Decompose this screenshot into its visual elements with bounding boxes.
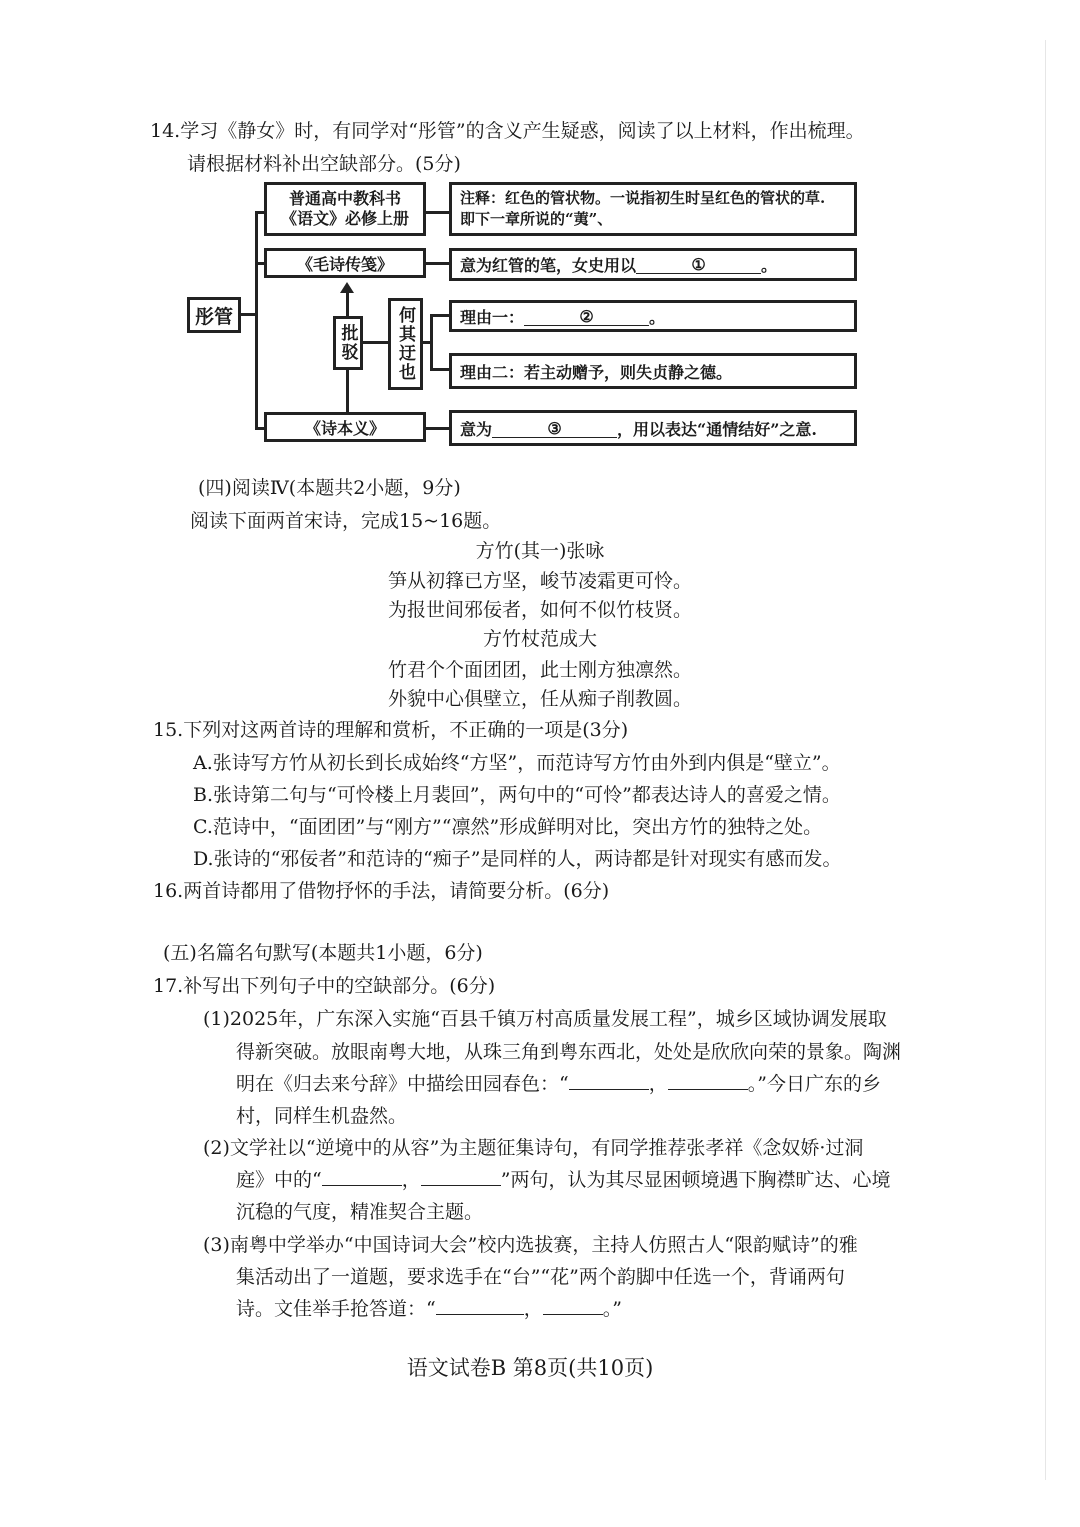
q14-line1: 14.学习《静女》时，有同学对“彤管”的含义产生疑惑，阅读了以上材料，作出梳理。 [150,120,865,142]
q15-option-d[interactable]: D.张诗的“邪佞者”和范诗的“痴子”是同样的人，两诗都是针对现实有感而发。 [193,848,842,870]
q17-p1-line3-c: 。”今日广东的乡 [747,1073,881,1095]
shibenyi-box: 《诗本义》 [264,412,426,442]
blank-3[interactable]: ③ [492,419,617,438]
q17-p3-line3-a: 诗。文佳举手抢答道：“ [236,1298,436,1320]
reason-fork-line [430,314,433,370]
benyi-desc-a: 意为 [460,419,493,439]
note-line2: 即下一章所说的“荑”、 [460,210,613,228]
poem2-title: 方竹杖范成大 [482,628,597,650]
q15-option-c[interactable]: C.范诗中，“面团团”与“刚方”“凛然”形成鲜明对比，突出方竹的独特之处。 [193,816,823,838]
arrow-shaft-top [346,290,349,317]
q17-p2-line2 [236,1167,890,1193]
q17-p2-line2-a: 庭》中的“ [236,1169,322,1191]
benyi-desc-b: ，用以表达“通情结好”之意. [617,419,817,439]
page-edge-line [1045,40,1046,1480]
q17-p3-line3-c: 。” [602,1298,622,1320]
maoshi-desc-line [425,262,450,265]
q17-p2-line1: (2)文学社以“逆境中的从容”为主题征集诗句，有同学推荐张孝祥《念奴娇·过洞 [203,1137,864,1159]
maoshi-box: 《毛诗传笺》 [264,248,426,278]
q17-p1-line3-a: 明在《归去来兮辞》中描绘田园春色：“ [236,1073,569,1095]
arrow-up-icon [340,282,354,293]
root-connector [240,313,256,316]
q17-p2-line2-b: ， [401,1169,421,1191]
reason1-b: 。 [649,307,666,327]
benyi-desc-box [449,410,857,446]
poem1-line2: 为报世间邪佞者，如何不似竹枝贤。 [387,599,692,621]
q17-p3-line2: 集活动出了一道题，要求选手在“台”“花”两个韵脚中任选一个，背诵两句 [236,1266,845,1288]
q16-stem: 16.两首诗都用了借物抒怀的手法，请简要分析。(6分) [153,880,610,902]
textbook-note-line [425,211,450,214]
reason1-box [449,300,857,332]
q17-p2-line2-c: ”两句，认为其尽显困顿境遇下胸襟旷达、心境 [500,1169,891,1191]
q17-blank-1b[interactable] [668,1071,748,1090]
maoshi-desc-box [449,248,857,281]
poem2-line2: 外貌中心俱壁立，任从痴子削教圆。 [387,688,692,710]
q17-p1-line4: 村，同样生机盎然。 [236,1105,408,1127]
reason1-line [430,314,450,317]
reason1-a: 理由一： [460,307,525,327]
maoshi-desc-a: 意为红管的笔，女史用以 [460,256,637,275]
reason2-box: 理由二：若主动赠予，则失贞静之德。 [449,353,857,389]
note-line1: 注释：红色的管状物。一说指初生时呈红色的管状的草. [460,189,826,207]
textbook-note-box [449,182,857,236]
blank-2[interactable]: ② [524,307,649,326]
q17-blank-1a[interactable] [569,1071,649,1090]
q14-line2: 请根据材料补出空缺部分。(5分) [187,153,461,175]
sec4-intro: 阅读下面两首宋诗，完成15~16题。 [190,510,502,532]
sec5-header: (五)名篇名句默写(本题共1小题，6分) [163,942,483,964]
q17-p1-line3-b: ， [648,1073,668,1095]
textbook-box [264,182,426,236]
q17-blank-3a[interactable] [436,1296,524,1315]
pibo-heqi-line [361,341,388,344]
q17-p1-line1: (1)2025年，广东深入实施“百县千镇万村高质量发展工程”，城乡区域协调发展取 [203,1008,887,1030]
pibo-box: 批驳 [333,316,363,370]
benyi-desc-line [425,427,450,430]
q15-stem: 15.下列对这两首诗的理解和赏析，不正确的一项是(3分) [153,719,629,741]
page-footer: 语文试卷B 第8页(共10页) [406,1356,654,1380]
q15-option-b[interactable]: B.张诗第二句与“可怜楼上月裴回”，两句中的“可怜”都表达诗人的喜爱之情。 [193,784,841,806]
arrow-shaft-bottom [346,369,349,417]
q17-blank-2b[interactable] [421,1167,501,1186]
maoshi-desc-b: 。 [761,256,778,275]
main-vertical-line [255,211,258,430]
q17-blank-3b[interactable] [543,1296,603,1315]
q15-option-a[interactable]: A.张诗写方竹从初长到长成始终“方坚”，而范诗写方竹由外到内俱是“壁立”。 [193,752,841,774]
poem2-line1: 竹君个个面团团，此士刚方独凛然。 [387,659,692,681]
q17-p1-line2: 得新突破。放眼南粤大地，从珠三角到粤东西北，处处是欣欣向荣的景象。陶渊 [236,1041,902,1063]
textbook-line1: 普通高中教科书 [288,189,401,208]
poem1-line1: 笋从初箨已方坚，峻节凌霜更可怜。 [387,570,692,592]
root-box-tongguan: 彤管 [187,297,241,333]
blank-1[interactable]: ① [636,255,761,274]
q17-p3-line3 [236,1296,622,1322]
q17-p3-line3-b: ， [523,1298,543,1320]
q17-p3-line1: (3)南粤中学举办“中国诗词大会”校内选拔赛，主持人仿照古人“限韵赋诗”的雅 [203,1234,858,1256]
reason2-line [430,368,450,371]
q17-stem: 17.补写出下列句子中的空缺部分。(6分) [153,975,496,997]
poem1-title: 方竹(其一)张咏 [475,540,605,562]
textbook-line2: 《语文》必修上册 [280,209,409,228]
heqiye-box: 何其迂也 [388,298,423,390]
q17-p2-line3: 沉稳的气度，精准契合主题。 [236,1201,484,1223]
q17-p1-line3 [236,1071,881,1097]
q17-blank-2a[interactable] [322,1167,402,1186]
sec4-header: (四)阅读Ⅳ(本题共2小题，9分) [198,477,461,499]
